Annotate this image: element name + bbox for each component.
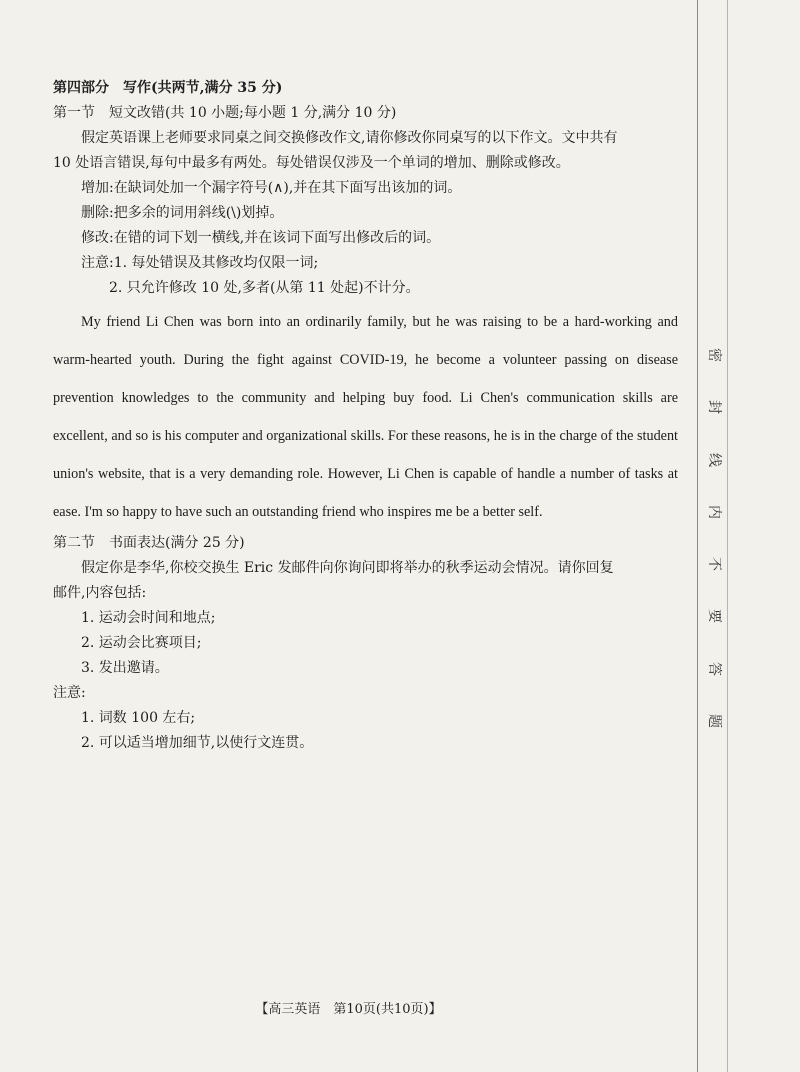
section2-prompt-line2: 邮件,内容包括:	[53, 585, 147, 601]
seal-char: 不	[706, 557, 722, 572]
seal-char: 密	[706, 348, 722, 362]
section-writing	[53, 531, 678, 756]
seal-char: 题	[706, 713, 722, 728]
delete-rule: 删除:把多余的词用斜线(\)划掉。	[81, 205, 284, 221]
section2-prompt-line1: 假定你是李华,你校交换生 Eric 发邮件向你询问即将举办的秋季运动会情况。请你回复	[81, 560, 614, 576]
section2-note1: 1. 词数 100 左右;	[81, 710, 196, 726]
seal-char: 线	[706, 452, 722, 467]
section1-note2: 2. 只允许修改 10 处,多者(从第 11 处起)不计分。	[109, 280, 420, 296]
part-title: 第四部分 写作(共两节,满分 35 分)	[53, 80, 283, 96]
section2-heading: 第二节 书面表达(满分 25 分)	[53, 535, 245, 551]
error-correction-passage: My friend Li Chen was born into an ordinarily family, but he was raising to be a hard-working and warm-hearted youth. During the fight against COVID-19, he become a volunteer passing on disease prevention knowledges to the community and helping buy food. Li Chen's communication skills are excellent, and so is his computer and organizational skills. For these reasons, he is in the charge of the student union's website, that is a very demanding role. However, Li Chen is capable of handle a number of tasks at ease. I'm so happy to have such an outstanding friend who inspires me be a better self.	[53, 314, 678, 520]
section-error-correction	[53, 101, 678, 531]
section2-note2: 2. 可以适当增加细节,以使行文连贯。	[81, 735, 314, 751]
content-item-2: 2. 运动会比赛项目;	[81, 635, 202, 651]
exam-content	[53, 76, 678, 756]
binding-margin-line	[697, 0, 698, 1072]
page-footer: 【高三英语 第10页(共10页)】	[255, 1002, 442, 1017]
section1-intro-line1: 假定英语课上老师要求同桌之间交换修改作文,请你修改你同桌写的以下作文。文中共有	[81, 130, 618, 146]
section1-note1: 注意:1. 每处错误及其修改均仅限一词;	[81, 255, 319, 271]
binding-margin-line-inner	[727, 0, 728, 1072]
seal-char: 内	[706, 504, 722, 519]
add-rule: 增加:在缺词处加一个漏字符号(∧),并在其下面写出该加的词。	[81, 180, 462, 196]
section1-intro-line2: 10 处语言错误,每句中最多有两处。每处错误仅涉及一个单词的增加、删除或修改。	[53, 155, 570, 171]
content-item-1: 1. 运动会时间和地点;	[81, 610, 216, 626]
seal-char: 要	[706, 609, 722, 624]
section2-note-label: 注意:	[53, 685, 86, 701]
seal-char: 封	[706, 400, 722, 415]
content-item-3: 3. 发出邀请。	[81, 660, 169, 676]
section1-heading: 第一节 短文改错(共 10 小题;每小题 1 分,满分 10 分)	[53, 105, 397, 121]
modify-rule: 修改:在错的词下划一横线,并在该词下面写出修改后的词。	[81, 230, 441, 246]
seal-line-notice	[703, 348, 725, 728]
seal-char: 答	[706, 661, 722, 676]
